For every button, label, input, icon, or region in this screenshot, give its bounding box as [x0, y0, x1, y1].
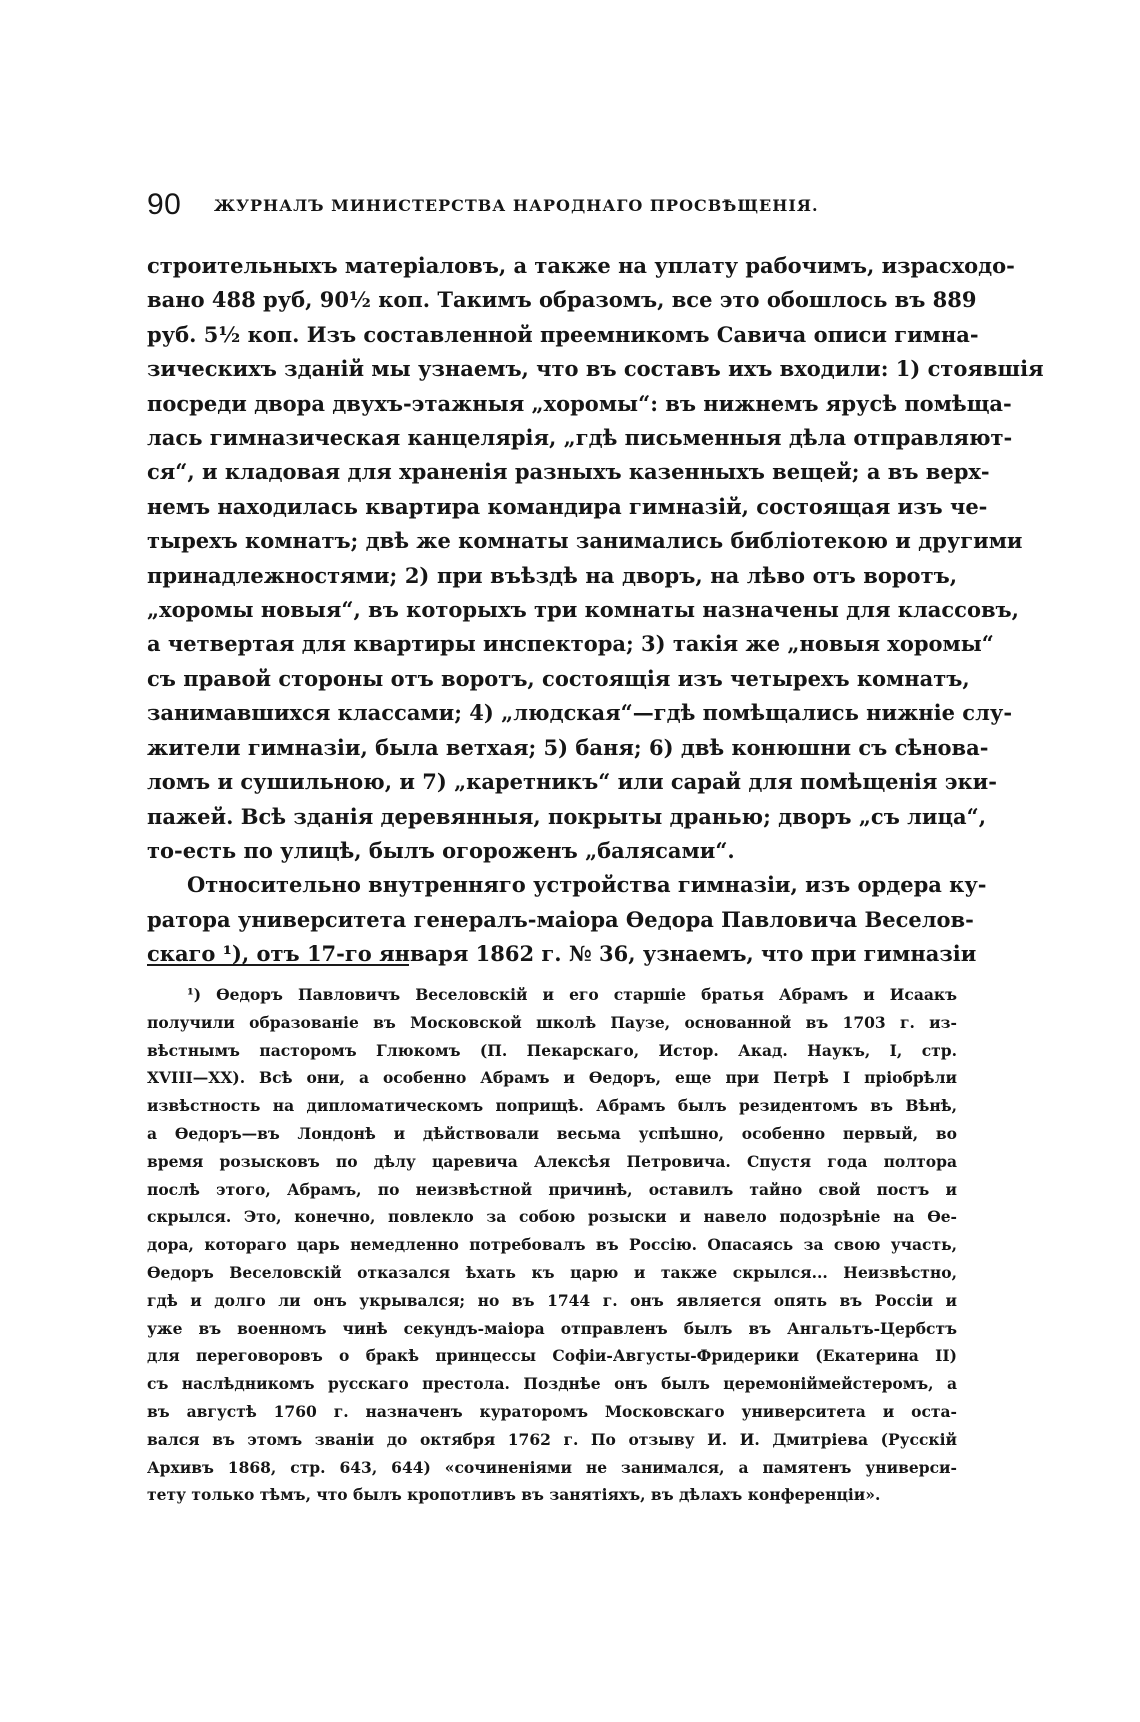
body-text [147, 249, 1044, 972]
body-line: лась гимназическая канцелярія, „гдѣ письменныя дѣла отправляют- [147, 425, 1013, 451]
body-line: строительныхъ матеріаловъ, а также на уплату рабочимъ, израсходо- [147, 253, 1015, 278]
footnote-line: съ наслѣдникомъ русскаго престола. Позднѣе онъ былъ церемоніймейстеромъ, а [147, 1374, 957, 1394]
body-line: ся“, и кладовая для храненія разныхъ казенныхъ вещей; а въ верх- [147, 459, 990, 485]
paragraph-line: скаго ¹), отъ 17-го января 1862 г. № 36, узнаемъ, что при гимназіи [147, 941, 977, 967]
body-line: то-есть по улицѣ, былъ огороженъ „балясами“. [147, 837, 735, 863]
footnote-line: гдѣ и долго ли онъ укрывался; но въ 1744 г. онъ является опять въ Россіи и [147, 1290, 957, 1310]
body-line: жители гимназіи, была ветхая; 5) баня; 6) двѣ конюшни съ сѣнова- [147, 734, 989, 760]
footnote-divider [147, 964, 409, 966]
footnote-line: вѣстнымъ пасторомъ Глюкомъ (П. Пекарскаго, Истор. Акад. Наукъ, I, стр. [147, 1040, 957, 1060]
footnote-line: время розысковъ по дѣлу царевича Алексѣя Петровича. Спустя года полтора [147, 1151, 957, 1171]
body-line: пажей. Всѣ зданія деревянныя, покрыты дранью; дворъ „съ лица“, [147, 803, 987, 829]
body-line: посреди двора двухъ-этажныя „хоромы“: въ нижнемъ ярусѣ помѣща- [147, 390, 1012, 416]
running-head: ЖУРНАЛЪ МИНИСТЕРСТВА НАРОДНАГО ПРОСВѢЩЕНІЯ. [214, 196, 819, 215]
footnote-line: скрылся. Это, конечно, повлекло за собою розыски и навело подозрѣніе на Ѳе- [147, 1207, 957, 1227]
footnote-line: XVIII—XX). Всѣ они, а особенно Абрамъ и Ѳедоръ, еще при Петрѣ I пріобрѣли [147, 1068, 957, 1088]
footnote-line: въ августѣ 1760 г. назначенъ кураторомъ Московскаго университета и оста- [147, 1401, 957, 1421]
page-header [147, 188, 977, 228]
footnote-line: Ѳедоръ Веселовскій отказался ѣхать къ царю и также скрылся... Неизвѣстно, [147, 1262, 957, 1282]
footnote-line: извѣстность на дипломатическомъ поприщѣ. Абрамъ былъ резидентомъ въ Вѣнѣ, [147, 1096, 957, 1116]
footnote-line: вался въ этомъ званіи до октября 1762 г. По отзыву И. И. Дмитріева (Русскій [147, 1429, 957, 1449]
body-line: „хоромы новыя“, въ которыхъ три комнаты назначены для классовъ, [147, 597, 1019, 623]
paragraph-line: Относительно внутренняго устройства гимназіи, изъ ордера ку- [187, 872, 987, 898]
body-line: занимавшихся классами; 4) „людская“—гдѣ помѣщались нижніе слу- [147, 700, 1013, 726]
footnote-line: получили образованіе въ Московской школѣ Паузе, основанной въ 1703 г. из- [147, 1012, 957, 1032]
paragraph-line: ратора университета генералъ-маіора Ѳедора Павловича Веселов- [147, 906, 974, 932]
body-line: руб. 5½ коп. Изъ составленной преемникомъ Савича описи гимна- [147, 321, 979, 347]
footnote-line: дора, котораго царь немедленно потребовалъ въ Россію. Опасаясь за свою участь, [147, 1235, 957, 1255]
body-line: принадлежностями; 2) при въѣздѣ на дворъ, на лѣво отъ воротъ, [147, 562, 957, 588]
footnote-line: а Ѳедоръ—въ Лондонѣ и дѣйствовали весьма успѣшно, особенно первый, во [147, 1123, 957, 1143]
body-line: ломъ и сушильною, и 7) „каретникъ“ или сарай для помѣщенія эки- [147, 769, 997, 795]
body-line: немъ находилась квартира командира гимназій, состоящая изъ че- [147, 493, 988, 519]
footnote-line: тету только тѣмъ, что былъ кропотливъ въ занятіяхъ, въ дѣлахъ конференціи». [147, 1485, 881, 1505]
footnote-line: Архивъ 1868, стр. 643, 644) «сочиненіями не занимался, а памятенъ универси- [147, 1457, 957, 1477]
footnote-line: для переговоровъ о бракѣ принцессы Софіи-Августы-Фридерики (Екатерина II) [147, 1346, 957, 1366]
body-line: тырехъ комнатъ; двѣ же комнаты занимались библіотекою и другими [147, 528, 1023, 554]
body-line: а четвертая для квартиры инспектора; 3) такія же „новыя хоромы“ [147, 631, 994, 657]
footnote [147, 981, 957, 1509]
body-line: съ правой стороны отъ воротъ, состоящія изъ четырехъ комнатъ, [147, 665, 970, 691]
footnote-line: ¹) Ѳедоръ Павловичъ Веселовскій и его старшіе братья Абрамъ и Исаакъ [187, 985, 957, 1004]
footnote-line: послѣ этого, Абрамъ, по неизвѣстной причинѣ, оставилъ тайно свой постъ и [147, 1179, 957, 1199]
body-line: вано 488 руб, 90½ коп. Такимъ образомъ, все это обошлось въ 889 [147, 287, 977, 313]
footnote-line: уже въ военномъ чинѣ секундъ-маіора отправленъ былъ въ Ангальтъ-Цербстъ [147, 1318, 957, 1338]
page-number: 90 [147, 188, 182, 221]
body-line: зическихъ зданій мы узнаемъ, что въ составъ ихъ входили: 1) стоявшія [147, 356, 1044, 382]
